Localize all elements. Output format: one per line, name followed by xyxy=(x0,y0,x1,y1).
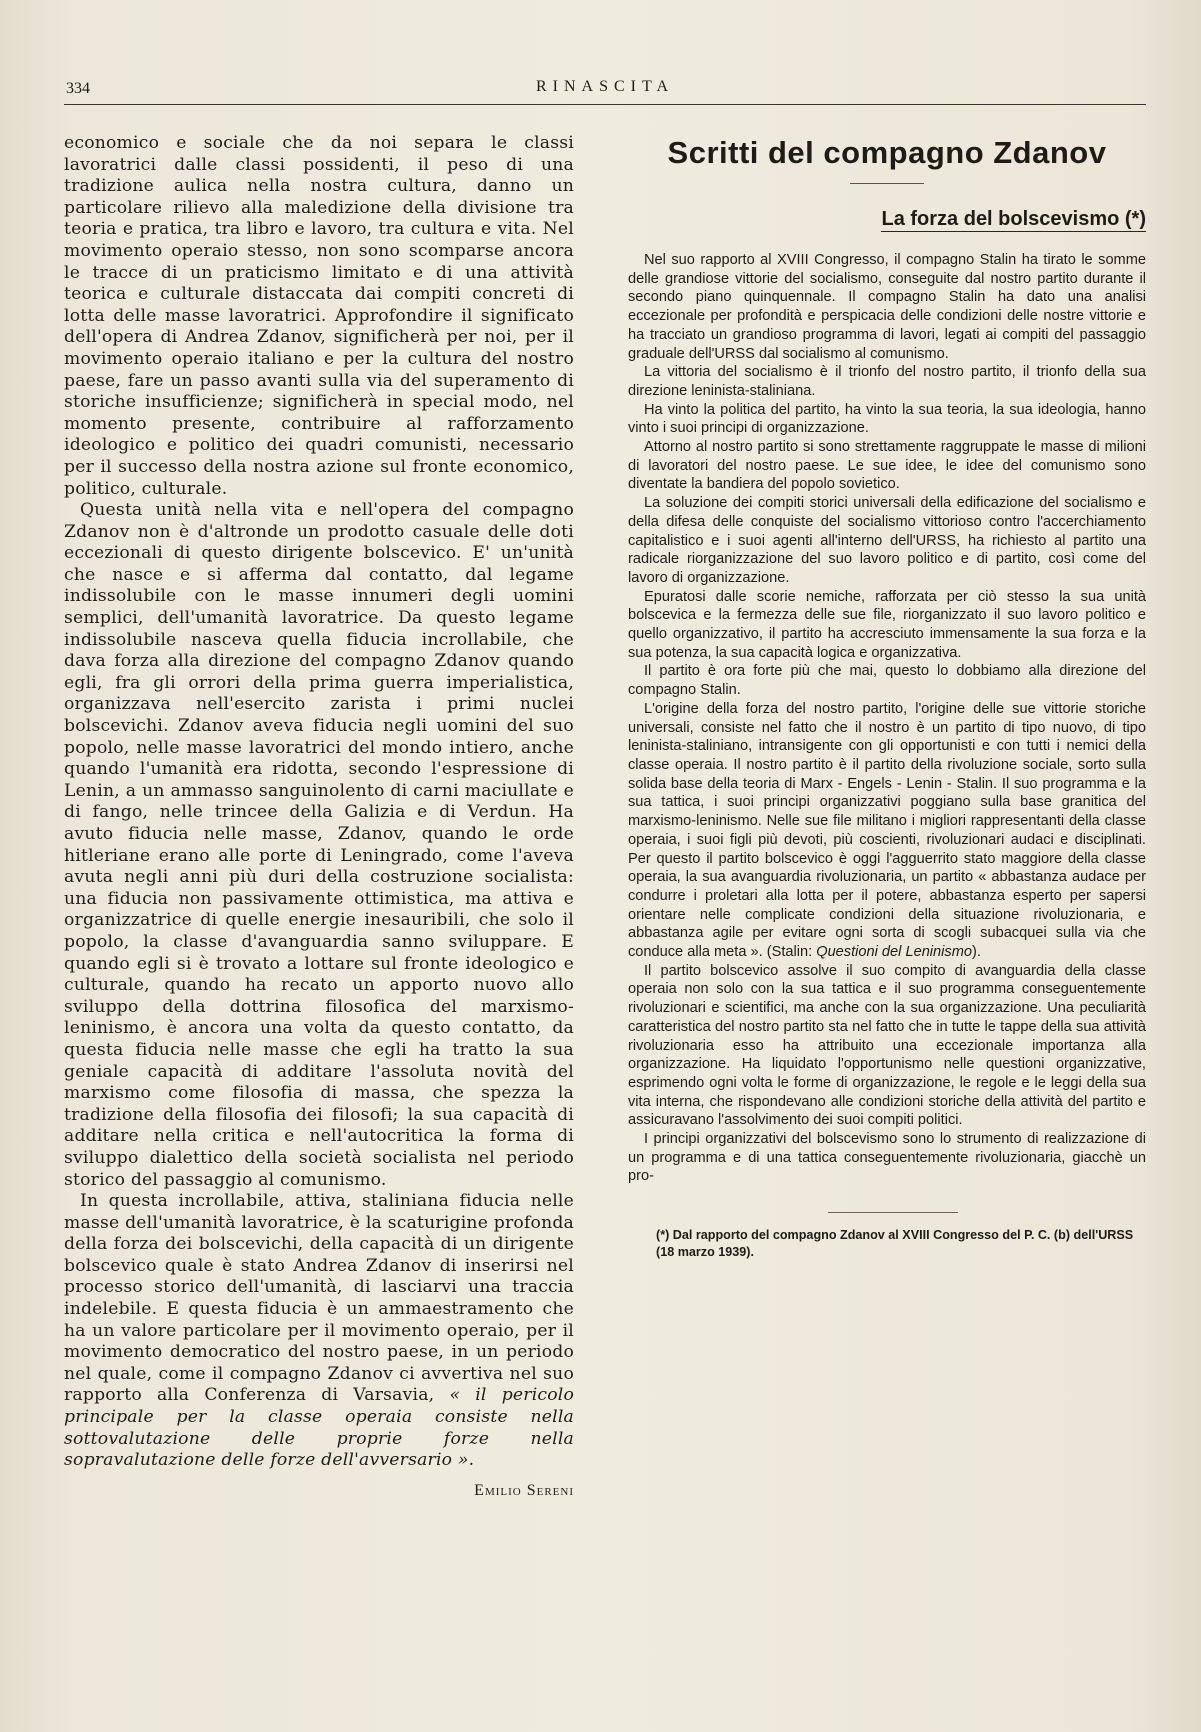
right-paragraph: Ha vinto la politica del partito, ha vinto la sua teoria, la sua ideologia, hanno vinto i suoi principi di organizzazione. xyxy=(628,401,1146,437)
right-column xyxy=(628,133,1146,1261)
article-subtitle xyxy=(628,208,1146,231)
right-paragraph: I principi organizzativi del bolscevismo sono lo strumento di realizzazione di un programma e di una tattica conseguentemente rivoluzionaria, giacchè un pro- xyxy=(628,1131,1146,1185)
right-paragraph: La vittoria del socialismo è il trionfo del nostro partito, il trionfo della sua direzione leninista-staliniana. xyxy=(628,364,1146,399)
page-number: 334 xyxy=(66,80,90,97)
right-paragraph: Il partito bolscevico assolve il suo compito di avanguardia della classe operaia non solo con la sua tattica e il suo programma conseguentemente rivoluzionari e scientifici, ma anche con la sua organizzazione. Una peculiarità caratteristica del nostro partito sta nel fatto che in tutte le tappe della sua attività rivoluzionaria esso ha attribuito una eccezionale importanza alla organizzazione. Ha liquidato l'opportunismo nelle questioni organizzative, esprimendo ogni volta le forme di organizzazione, le regole e le leggi della sua vita interna, che rispondevano alle condizioni storiche della attività del partito e assicuravano l'assolvimento dei suoi compiti politici. xyxy=(628,962,1146,1129)
title-divider xyxy=(850,183,924,184)
right-paragraph: Attorno al nostro partito si sono strettamente raggruppate le masse di milioni di lavoratori del nostro paese. Le sue idee, le idee del comunismo sono diventate la bandiera del popolo sovietico. xyxy=(628,439,1146,493)
article-body xyxy=(628,251,1146,1186)
left-paragraph xyxy=(64,1191,574,1472)
signature: Emilio Sereni xyxy=(474,1481,574,1499)
page-header xyxy=(64,78,1146,105)
footnote-divider xyxy=(828,1212,958,1213)
right-paragraph: Nel suo rapporto al XVIII Congresso, il compagno Stalin ha tirato le somme delle grandiose vittorie del socialismo, conseguite dal nostro partito durante il secondo piano quinquennale. Il compagno Stalin ha dato una analisi eccezionale per profondità e perspicacia delle condizioni delle nostre vittorie e ha tracciato un grandioso programma di lavori, legati ai compiti del passaggio graduale dell'URSS dal socialismo al comunismo. xyxy=(628,252,1146,362)
right-paragraph: Epuratosi dalle scorie nemiche, rafforzata per ciò stesso la sua unità bolscevica e la fermezza delle sue file, riorganizzato il suo lavoro politico e quello organizzativo, il partito ha accresciuto immensamente la sua forza e la sua potenza, la sua capacità logica e organizzativa. xyxy=(628,588,1146,661)
journal-title: RINASCITA xyxy=(535,78,675,95)
left-column xyxy=(64,133,574,1501)
right-paragraph: Il partito è ora forte più che mai, questo lo dobbiamo alla direzione del compagno Stalin. xyxy=(628,663,1146,699)
subtitle-text: La forza del bolscevismo (*) xyxy=(881,208,1146,230)
right-paragraph-text: L'origine della forza del nostro partito, l'origine delle sue vittorie storiche universali, consiste nel fatto che il nostro è un partito di tipo nuovo, di tipo leninista-staliniano, intransigente con gli opportunisti e con tutti i nemici della classe operaia. Il nostro partito è il partito della rivoluzione sociale, sorto sulla solida base della teoria di Marx - Engels - Lenin - Stalin. Il suo programma e la sua tattica, i suoi principi organizzativi poggiano sulla base granitica del marxismo-leninismo. Nelle sue file militano i migliori rappresentanti della classe operaia, i suoi figli più devoti, più coscienti, rivoluzionari audaci e disciplinati. Per questo il partito bolscevico è oggi l'agguerrito stato maggiore della classe operaia, la sua avanguardia rivoluzionaria, un partito « abbastanza audace per condurre i proletari alla lotta per il potere, abbastanza esperto per sapersi orientare nelle complicate condizioni della situazione rivoluzionaria, e abbastanza agile per evitare ogni sorta di scogli subacquei sulla via che conduce alla meta ». (Stalin: xyxy=(628,700,1146,961)
left-paragraph: Questa unità nella vita e nell'opera del compagno Zdanov non è d'altronde un prodotto casuale delle doti eccezionali di questo dirigente bolscevico. E' un'unità che nasce e si afferma dal contatto, dal legame indissolubile con le masse innumeri degli uomini semplici, dell'umanità lavoratrice. Da questo legame indissolubile nasceva quella fiducia incrollabile, che dava forza alla direzione del compagno Zdanov quando egli, fra gli orrori della prima guerra imperialistica, organizzava nell'esercito zarista i primi nuclei bolscevichi. Zdanov aveva fiducia negli uomini del suo popolo, nelle masse lavoratrici del mondo intiero, anche quando l'umanità era ridotta, secondo l'espressione di Lenin, a un ammasso sanguinolento di carni maciullate e di fango, nelle trincee della Galizia e di Verdun. Ha avuto fiducia nelle masse, Zdanov, quando le orde hitleriane erano alle porte di Leningrado, come l'aveva avuta negli anni più duri della costruzione socialista: una fiducia non passivamente ottimistica, ma attiva e organizzatrice di quelle energie inesauribili, che solo il popolo, la classe d'avanguardia sanno sviluppare. E quando egli si è trovato a lottare sul fronte ideologico e culturale, quando ha recato un apporto nuovo allo sviluppo della dottrina filosofica del marxismo-leninismo, è ancora una volta da questo contatto, da questa fiducia nelle masse che egli ha tratto la sua geniale capacità di additare l'assoluta novità del marxismo come filosofia di massa, che spezza la tradizione della filosofia dei filosofi; la sua capacità di additare nella critica e nell'autocritica la forma di sviluppo dialettico della società socialista nel periodo storico del passaggio al comunismo. xyxy=(64,500,574,1190)
left-paragraph-text: In questa incrollabile, attiva, staliniana fiducia nelle masse dell'umanità lavoratrice, è la scaturigine profonda della forza dei bolscevichi, della capacità di un dirigente bolscevico quale è stato Andrea Zdanov di inserirsi nel processo storico dell'umanità, di lasciarvi una traccia indelebile. E questa fiducia è un ammaestramento che ha un valore particolare per il movimento operaio, per il movimento democratico del nostro paese, in un periodo nel quale, come il compagno Zdanov ci avvertiva nel suo rapporto alla Conferenza di Varsavia, xyxy=(64,1191,574,1406)
citation-end: ). xyxy=(971,944,981,961)
right-paragraph: La soluzione dei compiti storici universali della edificazione del socialismo e della difesa delle conquiste del socialismo vittorioso contro l'accerchiamento capitalistico e i suoi agenti all'interno dell'URSS, ha richiesto al partito una radicale riorganizzazione del suo lavoro politico e di partito, così come del lavoro di organizzazione. xyxy=(628,495,1146,586)
citation-title: Questioni del Leninismo xyxy=(816,944,972,961)
right-paragraph xyxy=(628,700,1146,962)
article-title: Scritti del compagno Zdanov xyxy=(667,135,1107,170)
footnote: (*) Dal rapporto del compagno Zdanov al XVIII Congresso del P. C. (b) dell'URSS (18 marzo 1939). xyxy=(656,1228,1134,1260)
quote: « il pericolo principale per la classe operaia consiste nella sottovalutazione delle proprie forze nella sopravalutazione delle forze dell'avversario ». xyxy=(64,1385,575,1471)
left-paragraph: economico e sociale che da noi separa le classi lavoratrici dalle classi possidenti, il peso di una tradizione aulica nella nostra cultura, danno un particolare rilievo alla maledizione della divisione tra teoria e pratica, tra libro e lavoro, tra cultura e vita. Nel movimento operaio stesso, non sono scomparse ancora le tracce di un praticismo limitato e di una attività teorica e culturale distaccata dai compiti concreti di lotta delle masse lavoratrici. Approfondire il significato dell'opera di Andrea Zdanov, significherà per noi, per il movimento operaio italiano e per la cultura del nostro paese, fare un passo avanti sulla via del superamento di storiche insufficienze; significherà in special modo, nel momento presente, contribuire al rafforzamento ideologico e politico dei quadri comunisti, necessario per il successo della nostra azione sul fronte economico, politico, culturale. xyxy=(64,133,574,499)
